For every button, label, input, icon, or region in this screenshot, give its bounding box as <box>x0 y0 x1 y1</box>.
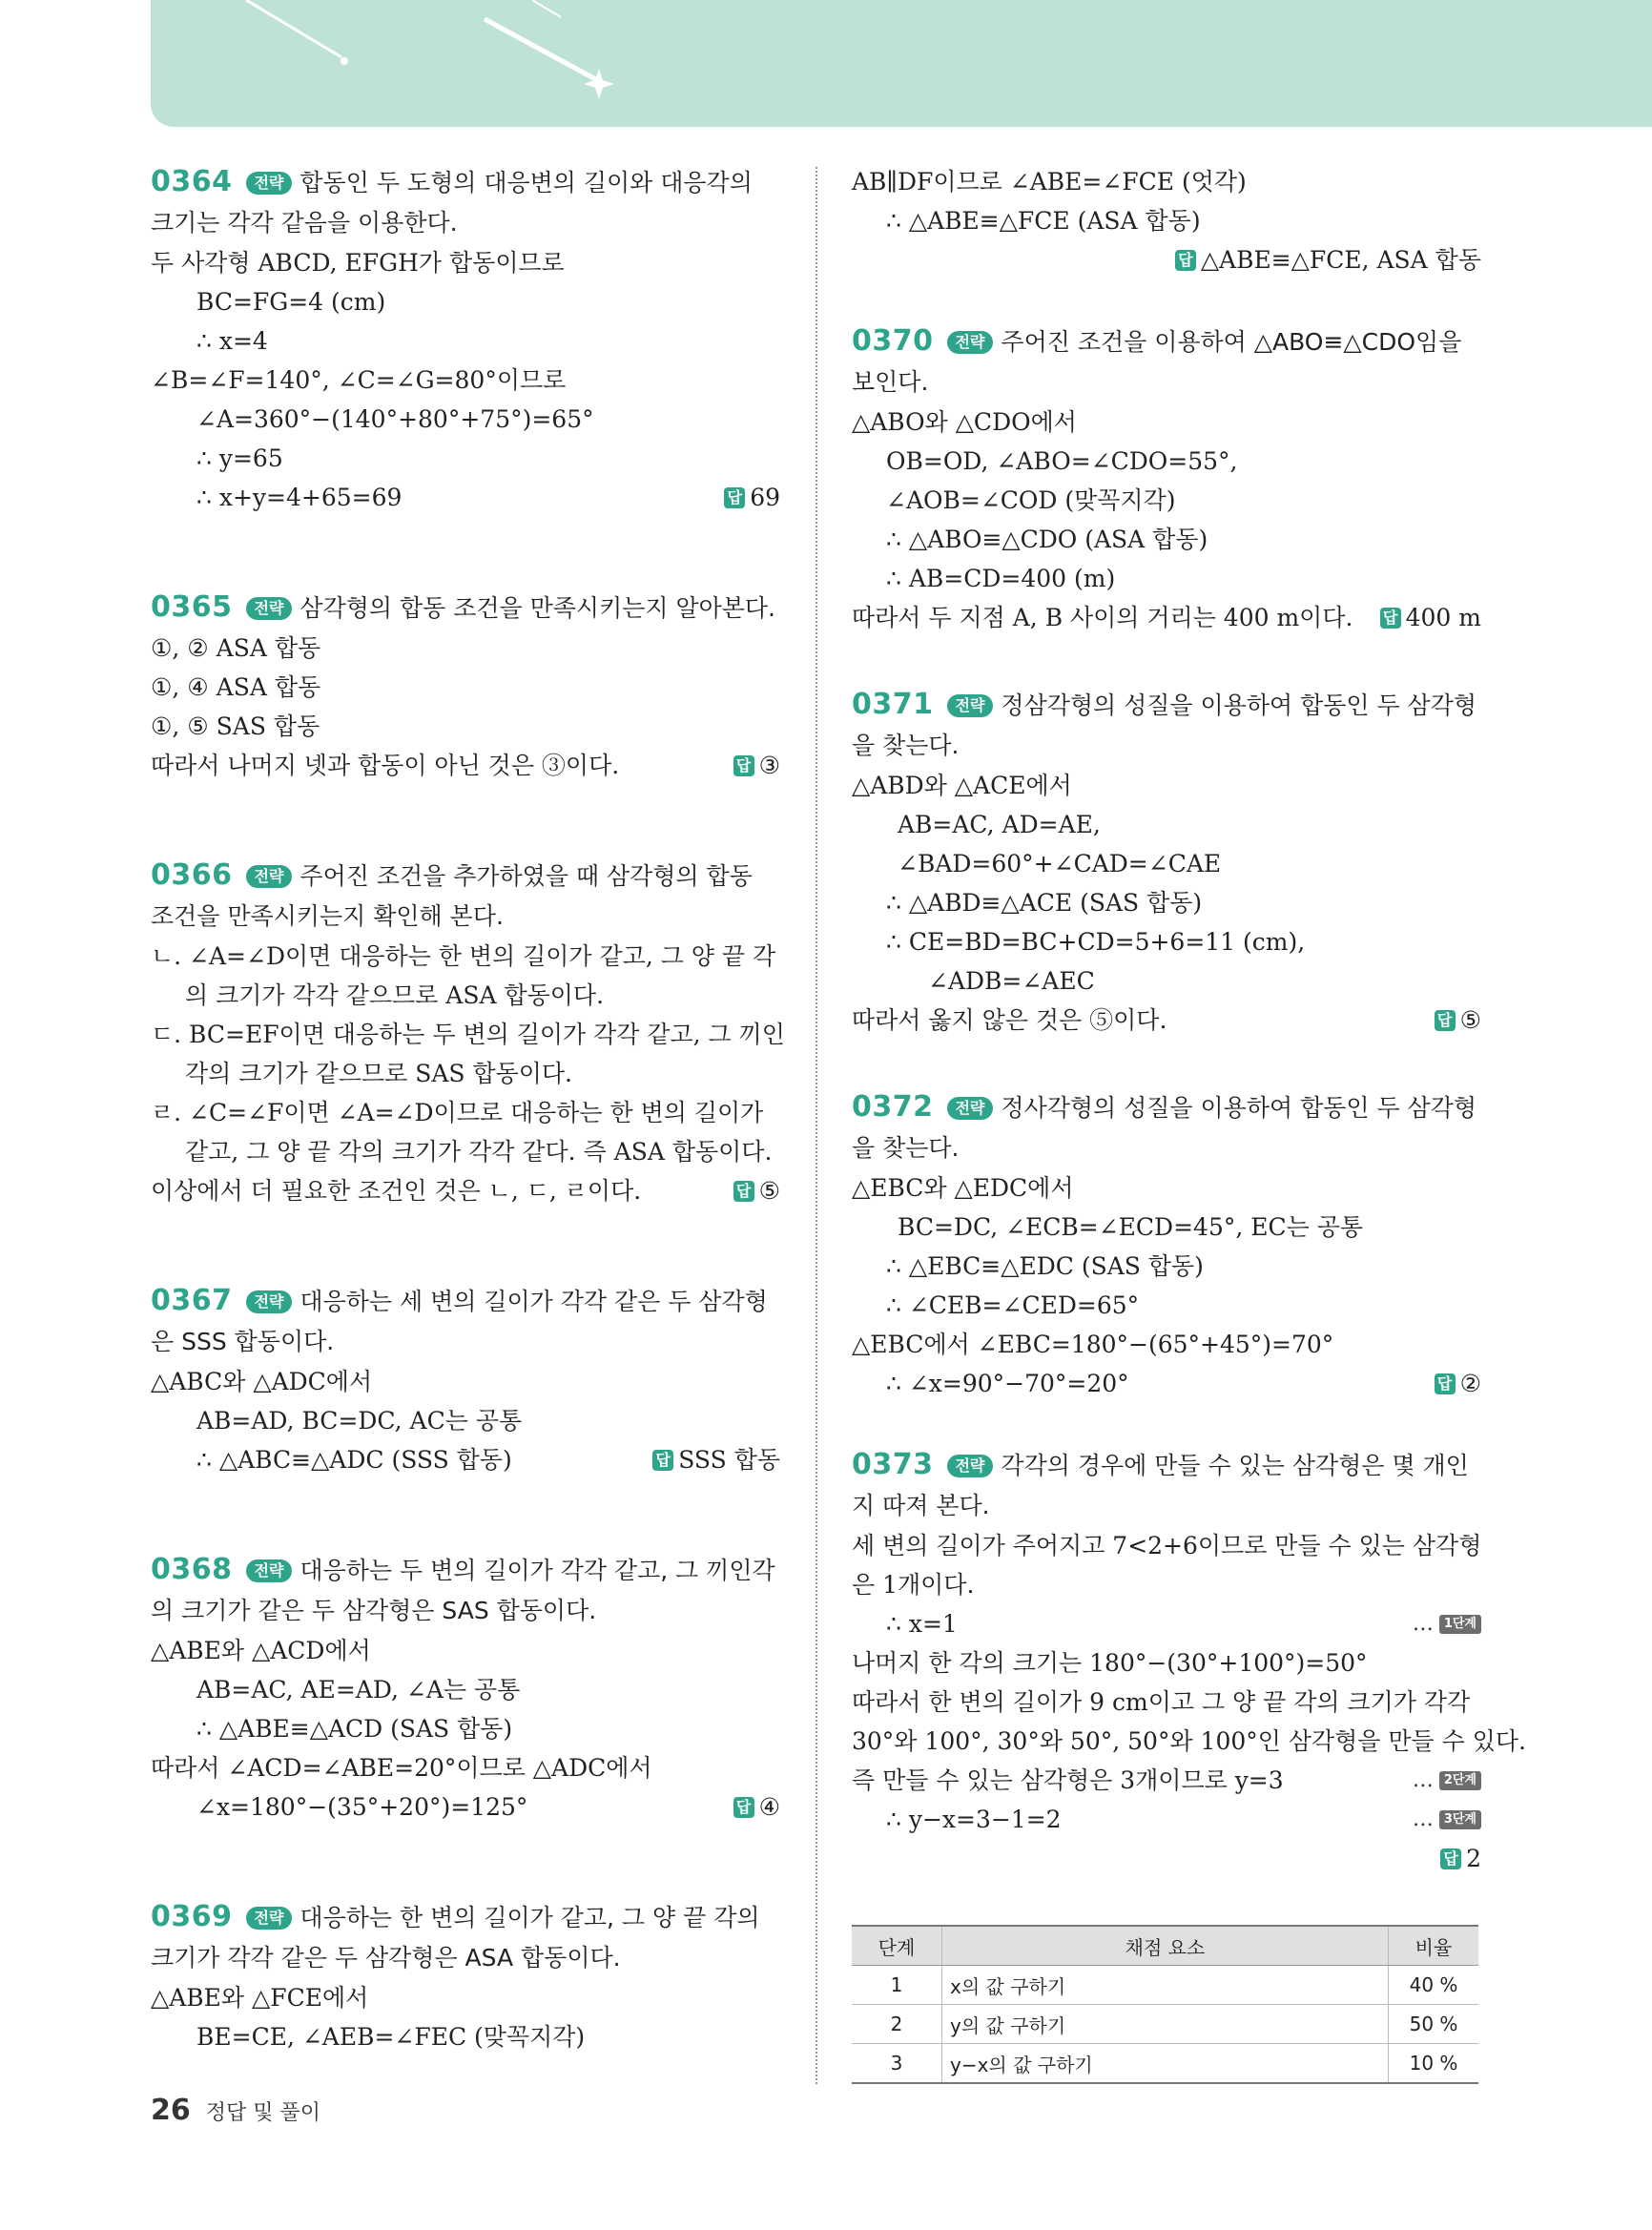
final-step: ∴ x+y=4+65=69 <box>196 484 403 511</box>
table-cell: y의 값 구하기 <box>942 2005 1389 2044</box>
problem-0366 <box>151 856 785 1210</box>
solution-line: 두 사각형 ABCD, EFGH가 합동이므로 <box>151 249 565 277</box>
table-row <box>852 2005 1478 2044</box>
solution-line: 따라서 ∠ACD=∠ABE=20°이므로 △ADC에서 <box>151 1754 652 1782</box>
problem-0368 <box>151 1550 780 1827</box>
solution-line: ∴ CE=BD=BC+CD=5+6=11 (cm), <box>886 928 1306 956</box>
problem-0373 <box>852 1445 1526 1878</box>
solution-line: ∠ADB=∠AEC <box>928 967 1095 995</box>
answer-value: SSS 합동 <box>678 1446 780 1474</box>
step-dots: … <box>1412 1768 1434 1792</box>
answer <box>1435 1001 1481 1040</box>
solution-line <box>151 1171 780 1210</box>
answer-value: △ABE≡△FCE, ASA 합동 <box>1200 246 1481 274</box>
step-dots: … <box>1412 1612 1434 1636</box>
answer-badge: 답 <box>733 1181 754 1202</box>
answer <box>1440 1839 1481 1878</box>
solution-line: ∴ △ABE≡△FCE (ASA 합동) <box>886 207 1201 235</box>
solution-line: AB=AD, BC=DC, AC는 공통 <box>196 1407 523 1435</box>
table-cell: 40 % <box>1389 1966 1479 2005</box>
solution-line: ㄷ. BC=EF이면 대응하는 두 변의 길이가 각각 같고, 그 끼인 <box>151 1021 785 1048</box>
problem-number: 0371 <box>852 688 934 721</box>
step-badge: 2단계 <box>1439 1771 1481 1790</box>
answer-value: ⑤ <box>1459 1006 1481 1034</box>
strategy-text: 대응하는 세 변의 길이가 각각 같은 두 삼각형은 SSS 합동이다. <box>151 1288 768 1355</box>
step-result: ∴ x=1 <box>886 1610 958 1638</box>
solution-line: AB=AC, AE=AD, ∠A는 공통 <box>196 1676 521 1703</box>
answer-badge: 답 <box>1435 1010 1456 1031</box>
problem-header <box>151 588 780 629</box>
solution-line: 은 1개이다. <box>852 1571 975 1599</box>
problem-0370 <box>852 321 1481 637</box>
problem-number: 0369 <box>151 1900 233 1933</box>
strategy-text: 정사각형의 성질을 이용하여 합동인 두 삼각형을 찾는다. <box>852 1094 1477 1162</box>
solution-line: 세 변의 길이가 주어지고 7<2+6이므로 만들 수 있는 삼각형 <box>852 1532 1482 1559</box>
solution-line: △ABE와 △ACD에서 <box>151 1637 371 1664</box>
solution-line <box>151 478 780 517</box>
solution-line: △ABO와 △CDO에서 <box>852 408 1077 436</box>
solution-line: ∴ △ABE≡△ACD (SAS 합동) <box>196 1715 513 1743</box>
answer <box>1175 240 1481 279</box>
solution-line: ∴ △ABD≡△ACE (SAS 합동) <box>886 889 1203 917</box>
step-badge: 3단계 <box>1439 1810 1481 1829</box>
solution-line: ①, ⑤ SAS 합동 <box>151 712 320 740</box>
solution-line: △ABC와 △ADC에서 <box>151 1368 373 1395</box>
step-result: 즉 만들 수 있는 삼각형은 3개이므로 y=3 <box>852 1766 1284 1794</box>
problem-number: 0372 <box>852 1090 934 1124</box>
strategy-tag: 전략 <box>947 694 994 717</box>
solution-line: ∴ △ABO≡△CDO (ASA 합동) <box>886 526 1208 553</box>
step-badge: 1단계 <box>1439 1615 1481 1634</box>
solution-line <box>852 1604 1481 1643</box>
problem-0365 <box>151 588 780 785</box>
answer-badge: 답 <box>652 1450 673 1471</box>
answer-badge: 답 <box>1440 1848 1461 1869</box>
solution-line: ∴ AB=CD=400 (m) <box>886 565 1116 592</box>
problem-header <box>852 1445 1481 1526</box>
problem-number: 0370 <box>852 324 934 358</box>
problem-0369 <box>151 1897 780 2056</box>
strategy-tag: 전략 <box>947 1455 994 1477</box>
problem-0372 <box>852 1087 1481 1403</box>
solution-line: △ABE와 △FCE에서 <box>151 1984 369 2012</box>
solution-line: △EBC와 △EDC에서 <box>852 1174 1074 1202</box>
problem-header <box>151 1550 780 1631</box>
table-cell: 1 <box>852 1966 942 2005</box>
solution-line: BC=FG=4 (cm) <box>196 288 386 316</box>
problem-0369-continued <box>852 162 1481 279</box>
strategy-tag: 전략 <box>947 331 994 354</box>
page-number: 26 <box>151 2094 191 2127</box>
solution-line: ∠BAD=60°+∠CAD=∠CAE <box>898 850 1222 878</box>
strategy-text: 각각의 경우에 만들 수 있는 삼각형은 몇 개인지 따져 본다. <box>852 1452 1469 1519</box>
solution-line <box>151 1440 780 1479</box>
solution-line: ∴ y=65 <box>196 444 283 472</box>
answer-value: ③ <box>758 752 780 779</box>
strategy-tag: 전략 <box>947 1097 994 1120</box>
column-header: 비율 <box>1389 1926 1479 1966</box>
answer-badge: 답 <box>733 1797 754 1818</box>
solution-line: △ABD와 △ACE에서 <box>852 772 1072 799</box>
answer-badge: 답 <box>1175 250 1196 271</box>
header-band <box>151 0 1652 127</box>
strategy-text: 합동인 두 도형의 대응변의 길이와 대응각의 크기는 각각 같음을 이용한다. <box>151 169 753 237</box>
strategy-text: 대응하는 한 변의 길이가 같고, 그 양 끝 각의 크기가 각각 같은 두 삼각형은 ASA 합동이다. <box>151 1904 760 1972</box>
solution-line: 같고, 그 양 끝 각의 크기가 각각 같다. 즉 ASA 합동이다. <box>185 1138 773 1166</box>
strategy-tag: 전략 <box>246 1559 293 1582</box>
problem-header <box>151 1281 780 1362</box>
footer-title: 정답 및 풀이 <box>205 2101 320 2125</box>
solution-line: 의 크기가 각각 같으므로 ASA 합동이다. <box>185 981 605 1009</box>
step-marker-1 <box>1413 1604 1481 1643</box>
solution-line: ①, ② ASA 합동 <box>151 634 321 662</box>
solution-line <box>151 746 780 785</box>
table-row <box>852 2044 1478 2084</box>
strategy-text: 삼각형의 합동 조건을 만족시키는지 알아본다. <box>299 594 776 622</box>
problem-0367 <box>151 1281 780 1479</box>
step-marker-2 <box>1413 1761 1481 1800</box>
solution-line: 각의 크기가 같으므로 SAS 합동이다. <box>185 1060 572 1087</box>
problem-number: 0366 <box>151 858 233 892</box>
solution-line <box>852 1364 1481 1403</box>
answer-value: 2 <box>1466 1845 1481 1872</box>
solution-line: AB∥DF이므로 ∠ABE=∠FCE (엇각) <box>852 168 1247 196</box>
table-cell: 10 % <box>1389 2044 1479 2084</box>
problem-0371 <box>852 685 1481 1040</box>
problem-number: 0367 <box>151 1284 233 1317</box>
strategy-tag: 전략 <box>246 1291 293 1313</box>
problem-header <box>151 162 780 243</box>
solution-line: ㄹ. ∠C=∠F이면 ∠A=∠D이므로 대응하는 한 변의 길이가 <box>151 1099 764 1126</box>
solution-line: △EBC에서 ∠EBC=180°−(65°+45°)=70° <box>852 1331 1334 1358</box>
final-step: ∴ ∠x=90°−70°=20° <box>886 1370 1129 1397</box>
table-header-row <box>852 1926 1478 1966</box>
problem-header <box>852 685 1481 766</box>
table-cell: 3 <box>852 2044 942 2084</box>
strategy-text: 주어진 조건을 이용하여 △ABO≡△CDO임을 보인다. <box>852 328 1462 396</box>
table-cell: 50 % <box>1389 2005 1479 2044</box>
solution-line: ㄴ. ∠A=∠D이면 대응하는 한 변의 길이가 같고, 그 양 끝 각 <box>151 942 776 970</box>
problem-header <box>151 856 780 937</box>
solution-line: OB=OD, ∠ABO=∠CDO=55°, <box>886 447 1238 475</box>
answer-badge: 답 <box>1435 1373 1456 1394</box>
solution-line: BC=DC, ∠ECB=∠ECD=45°, EC는 공통 <box>898 1213 1364 1241</box>
answer <box>724 478 780 517</box>
answer <box>1435 1364 1481 1403</box>
problem-header <box>151 1897 780 1978</box>
problem-number: 0373 <box>852 1448 934 1481</box>
answer-value: 69 <box>750 484 780 511</box>
strategy-tag: 전략 <box>246 597 293 620</box>
final-step: ∠x=180°−(35°+20°)=125° <box>196 1793 528 1821</box>
problem-number: 0364 <box>151 165 233 198</box>
solution-line <box>151 1787 780 1827</box>
solution-line: ∠AOB=∠COD (맞꼭지각) <box>886 486 1176 514</box>
solution-line: ∠A=360°−(140°+80°+75°)=65° <box>196 405 594 433</box>
conclusion: 따라서 옳지 않은 것은 ⑤이다. <box>852 1006 1167 1034</box>
answer <box>1380 598 1481 637</box>
star-streak-decoration <box>151 0 818 127</box>
answer-line <box>852 240 1481 279</box>
solution-line <box>852 1761 1481 1800</box>
solution-line: ∴ x=4 <box>196 327 268 355</box>
table-cell: 2 <box>852 2005 942 2044</box>
column-divider <box>816 167 817 2084</box>
conclusion: ∴ △ABC≡△ADC (SSS 합동) <box>196 1446 512 1474</box>
answer <box>733 1171 780 1210</box>
conclusion: 따라서 나머지 넷과 합동이 아닌 것은 ③이다. <box>151 752 620 779</box>
strategy-tag: 전략 <box>246 1907 293 1930</box>
problem-header <box>852 1087 1481 1168</box>
solution-line: ∴ △EBC≡△EDC (SAS 합동) <box>886 1252 1204 1280</box>
solution-line: 30°와 100°, 30°와 50°, 50°와 100°인 삼각형을 만들 수 있다. <box>852 1727 1526 1755</box>
solution-line: ∴ ∠CEB=∠CED=65° <box>886 1291 1140 1319</box>
conclusion: 이상에서 더 필요한 조건인 것은 ㄴ, ㄷ, ㄹ이다. <box>151 1177 642 1205</box>
scoring-table <box>852 1925 1478 2084</box>
table-cell: y−x의 값 구하기 <box>942 2044 1389 2084</box>
strategy-text: 대응하는 두 변의 길이가 각각 같고, 그 끼인각의 크기가 같은 두 삼각형은 SAS 합동이다. <box>151 1557 775 1624</box>
solution-line <box>852 598 1481 637</box>
answer-badge: 답 <box>733 755 754 776</box>
step-dots: … <box>1412 1807 1434 1831</box>
step-marker-3 <box>1413 1800 1481 1839</box>
solution-line: ①, ④ ASA 합동 <box>151 673 321 701</box>
problem-0364 <box>151 162 780 517</box>
answer <box>733 1787 780 1827</box>
answer-line <box>852 1839 1481 1878</box>
strategy-tag: 전략 <box>246 865 293 888</box>
solution-line <box>852 1800 1481 1839</box>
step-result: ∴ y−x=3−1=2 <box>886 1806 1062 1833</box>
problem-number: 0368 <box>151 1553 233 1586</box>
solution-line: BE=CE, ∠AEB=∠FEC (맞꼭지각) <box>196 2023 586 2051</box>
answer-value: 400 m <box>1405 604 1481 631</box>
solution-line: 따라서 한 변의 길이가 9 cm이고 그 양 끝 각의 크기가 각각 <box>852 1688 1471 1716</box>
strategy-text: 정삼각형의 성질을 이용하여 합동인 두 삼각형을 찾는다. <box>852 692 1477 759</box>
answer-badge: 답 <box>1380 608 1401 629</box>
solution-line: AB=AC, AD=AE, <box>898 811 1101 838</box>
solution-line: ∠B=∠F=140°, ∠C=∠G=80°이므로 <box>151 366 567 394</box>
solution-line: 나머지 한 각의 크기는 180°−(30°+100°)=50° <box>852 1649 1368 1677</box>
problem-header <box>852 321 1481 403</box>
left-column <box>151 162 785 2056</box>
page-footer <box>151 2094 320 2127</box>
solution-line <box>852 1001 1481 1040</box>
column-header: 단계 <box>852 1926 942 1966</box>
answer-value: ④ <box>758 1793 780 1821</box>
column-header: 채점 요소 <box>942 1926 1389 1966</box>
answer-badge: 답 <box>724 487 745 508</box>
right-column <box>852 162 1526 1878</box>
problem-number: 0365 <box>151 590 233 624</box>
strategy-text: 주어진 조건을 추가하였을 때 삼각형의 합동 조건을 만족시키는지 확인해 본다. <box>151 862 753 930</box>
conclusion: 따라서 두 지점 A, B 사이의 거리는 400 m이다. <box>852 604 1353 631</box>
answer-value: ② <box>1459 1370 1481 1397</box>
table-row <box>852 1966 1478 2005</box>
strategy-tag: 전략 <box>246 172 293 195</box>
answer-value: ⑤ <box>758 1177 780 1205</box>
table-cell: x의 값 구하기 <box>942 1966 1389 2005</box>
answer <box>733 746 780 785</box>
answer <box>652 1440 780 1479</box>
